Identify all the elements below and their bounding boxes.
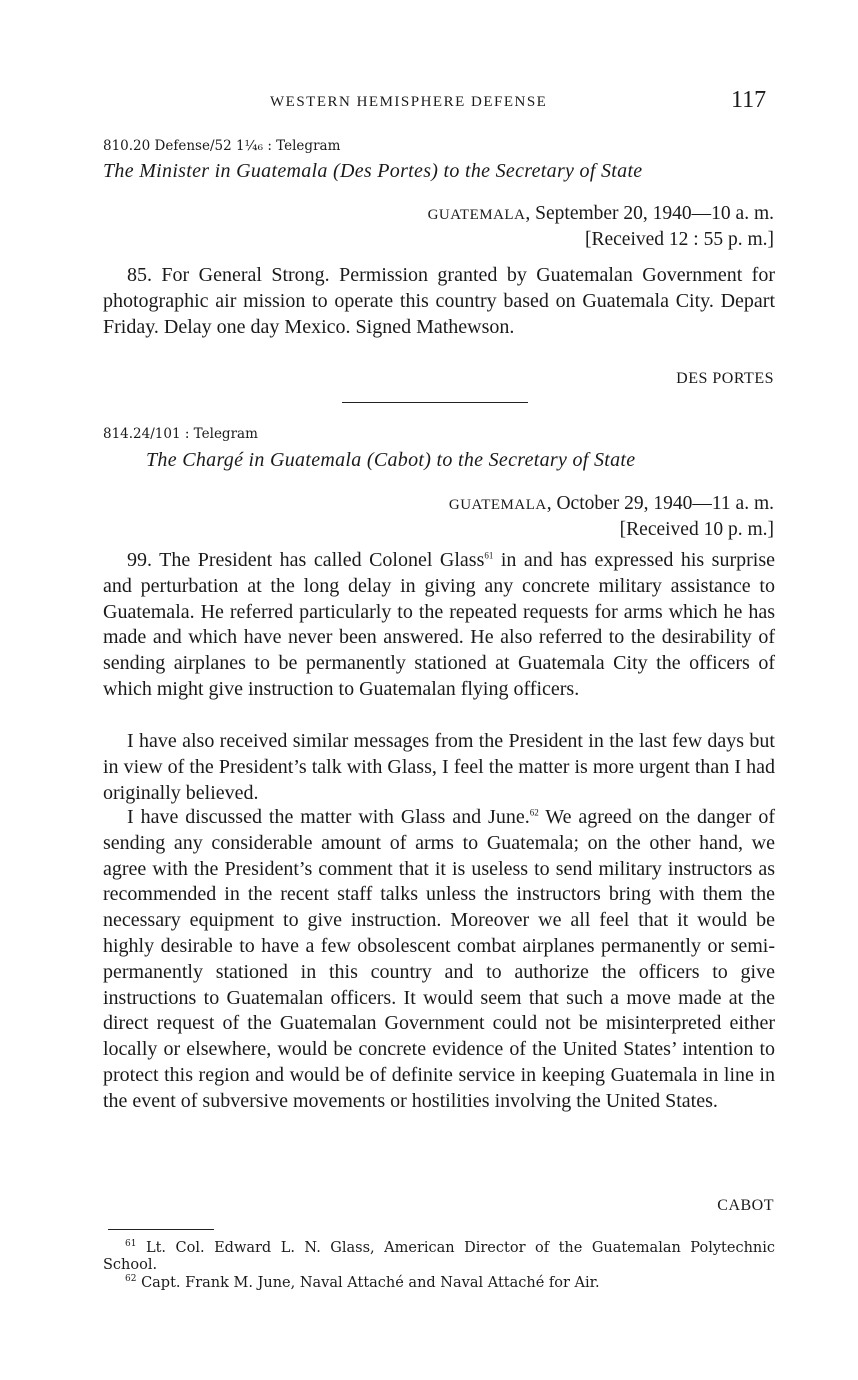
footnote-reference: 62 xyxy=(529,807,539,818)
document-title: The Minister in Guatemala (Des Portes) to the Secretary of State xyxy=(103,160,643,182)
footnote xyxy=(103,1275,775,1292)
dateline-place: GUATEMALA xyxy=(427,207,526,223)
footnote-mark: 62 xyxy=(125,1274,137,1285)
footnote-text: Lt. Col. Edward L. N. Glass, American Director of the Guatemalan Polytechnic School. xyxy=(103,1240,775,1273)
dateline-place: GUATEMALA xyxy=(448,497,547,513)
section-divider xyxy=(342,402,528,403)
running-head: WESTERN HEMISPHERE DEFENSE xyxy=(270,94,548,110)
signature: DES PORTES xyxy=(676,370,774,387)
received-time: [Received 12 : 55 p. m.] xyxy=(585,229,774,250)
dateline xyxy=(428,203,774,225)
footnote-rule xyxy=(108,1229,214,1230)
page-number: 117 xyxy=(731,87,767,113)
received-time: [Received 10 p. m.] xyxy=(619,519,774,540)
body-paragraph: I have also received similar messages from the President in the last few days but in view of the President’s talk with Glass, I feel the matter is more urgent than I had originally believed. xyxy=(103,730,775,804)
body-paragraph xyxy=(103,548,775,703)
dateline-date: , October 29, 1940—11 a. m. xyxy=(546,493,774,514)
paragraph-text: 99. The President has called Colonel Glass xyxy=(127,549,485,571)
file-reference: 814.24/101 : Telegram xyxy=(103,426,258,442)
dateline xyxy=(449,493,774,515)
paragraph-text: in and has expressed his surprise and perturbation at the long delay in giving any concrete military assistance to Guatemala. He referred particularly to the repeated requests for arms which he has made and which have never been answered. He also referred to the desirability of sending airplanes to be permanently stationed at Guatemala City the officers of which might give instruction to Guatemalan flying officers. xyxy=(103,549,775,700)
paragraph-text: We agreed on the danger of sending any considerable amount of arms to Guatemala; on the other hand, we agree with the President’s comment that it is useless to send military instructors as recommended in the recent staff talks unless the instructors bring with them the necessary equipment to give instruction. Moreover we all feel that it would be highly desirable to have a few obsolescent combat airplanes permanently or semi-permanently stationed in this country and to authorize the officers to give instructions to Guatemalan officers. It would seem that such a move made at the direct request of the Guatemalan Government could not be misinterpreted either locally or elsewhere, would be concrete evidence of the United States’ intention to protect this region and would be of definite service in keeping Guatemala in line in the event of subversive movements or hostilities involving the United States. xyxy=(103,806,775,1112)
footnote-text: Capt. Frank M. June, Naval Attaché and Naval Attaché for Air. xyxy=(141,1275,600,1291)
file-reference: 810.20 Defense/52 1¼₆ : Telegram xyxy=(103,138,341,154)
footnote-mark: 61 xyxy=(125,1239,137,1250)
footnote-reference: 61 xyxy=(484,550,494,561)
paragraph-text: I have discussed the matter with Glass and June. xyxy=(127,806,530,828)
document-title: The Chargé in Guatemala (Cabot) to the Secretary of State xyxy=(146,449,636,471)
footnote xyxy=(103,1240,775,1274)
body-paragraph xyxy=(103,805,775,1115)
telegram-body: 85. For General Strong. Permission granted by Guatemalan Government for photographic air mission to operate this country based on Guatemala City. Depart Friday. Delay one day Mexico. Signed Mathewson. xyxy=(103,264,775,338)
dateline-date: , September 20, 1940—10 a. m. xyxy=(525,203,774,224)
signature: CABOT xyxy=(717,1197,774,1214)
